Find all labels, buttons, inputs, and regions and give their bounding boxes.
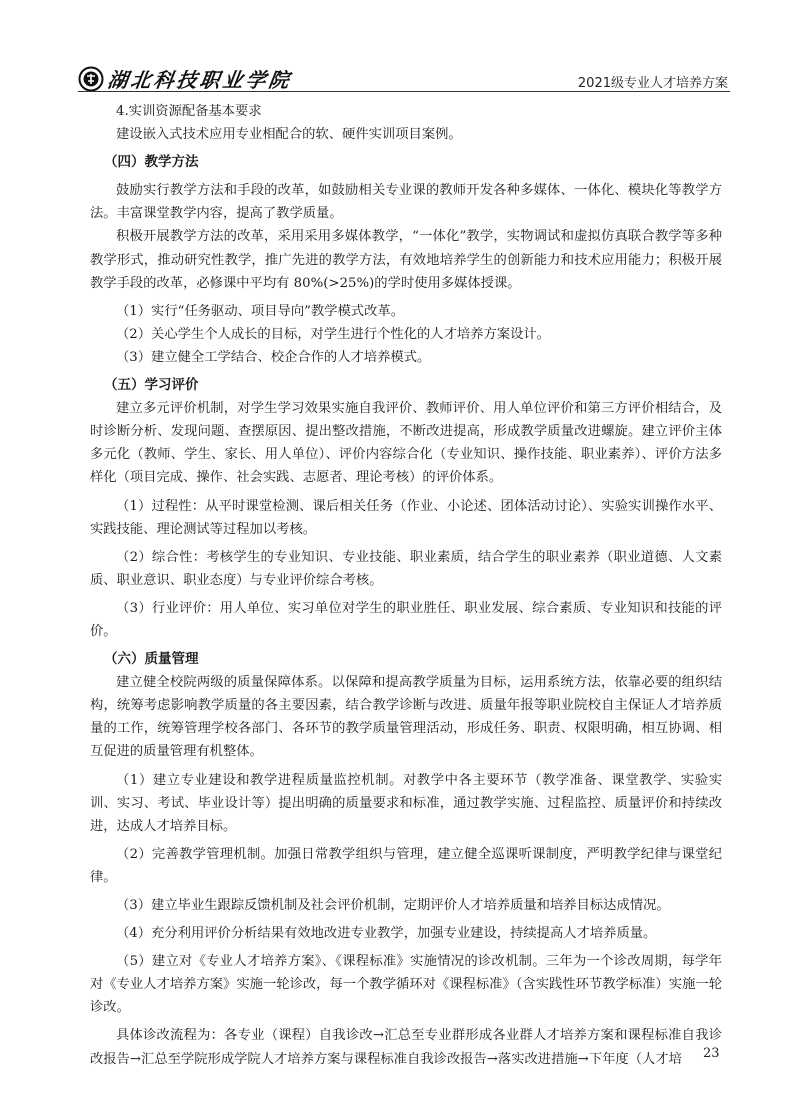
list-item: （2）综合性：考核学生的专业知识、专业技能、职业素质，结合学生的职业素养（职业道德、人文素质、职业意识、职业态度）与专业评价综合考核。 xyxy=(90,549,722,588)
paragraph: 建立多元评价机制，对学生学习效果实施自我评价、教师评价、用人单位评价和第三方评价相结合，及时诊断分析、发现问题、查摆原因、提出整改措施，不断改进提高，形成教学质量改进螺旋。建立评价主体多元化（教师、学生、家长、用人单位）、评价内容综合化（专业知识、操作技能、职业素养）、评价方法多样化（项目完成、操作、社会实践、志愿者、理论考核）的评价体系。 xyxy=(90,401,722,486)
page-number: 23 xyxy=(703,1046,720,1061)
page-body xyxy=(90,100,722,1071)
section-heading-teaching-methods: （四）教学方法 xyxy=(104,154,199,171)
list-item: （3）行业评价：用人单位、实习单位对学生的职业胜任、职业发展、综合素质、专业知识和技能的评价。 xyxy=(90,600,722,639)
list-item: （1）建立专业建设和教学进程质量监控机制。对教学中各主要环节（教学准备、课堂教学、实验实训、实习、考试、毕业设计等）提出明确的质量要求和标准，通过教学实施、过程监控、质量评价和持续改进，达成人才培养目标。 xyxy=(90,772,722,834)
paragraph: 鼓励实行教学方法和手段的改革，如鼓励相关专业课的教师开发各种多媒体、一体化、模块化等教学方法。丰富课堂教学内容，提高了教学质量。 xyxy=(90,183,722,222)
school-seal-icon xyxy=(78,66,104,92)
subsection-heading: 4.实训资源配备基本要求 xyxy=(116,104,262,119)
list-item: （4）充分利用评价分析结果有效地改进专业教学，加强专业建设，持续提高人才培养质量。 xyxy=(116,926,657,942)
paragraph: 具体诊改流程为：各专业（课程）自我诊改→汇总至专业群形成各业群人才培养方案和课程标准自我诊改报告→汇总至学院形成学院人才培养方案与课程标准自我诊改报告→落实改进措施→下年度（人才培 xyxy=(90,1028,722,1067)
list-item: （2）完善教学管理机制。加强日常教学组织与管理，建立健全巡课听课制度，严明教学纪律与课堂纪律。 xyxy=(90,846,722,885)
list-item: （3）建立健全工学结合、校企合作的人才培养模式。 xyxy=(116,349,431,365)
list-item: （1）过程性：从平时课堂检测、课后相关任务（作业、小论述、团体活动讨论）、实验实训操作水平、实践技能、理论测试等过程加以考核。 xyxy=(90,498,722,537)
section-heading-quality-management: （六）质量管理 xyxy=(104,651,199,668)
list-item: （1）实行“任务驱动、项目导向”教学模式改革。 xyxy=(116,303,404,319)
paragraph: 建设嵌入式技术应用专业相配合的软、硬件实训项目案例。 xyxy=(116,127,462,143)
paragraph: 积极开展教学方法的改革，采用采用多媒体教学，“一体化”教学，实物调试和虚拟仿真联合教学等多种教学形式，推动研究性教学，推广先进的教学方法，有效地培养学生的创新能力和技术应用能力；积极开展教学手段的改革，必修课中平均有 80%(>25%)的学时使用多媒体授课。 xyxy=(90,229,722,291)
list-item: （5）建立对《专业人才培养方案》、《课程标准》实施情况的诊改机制。三年为一个诊改周期，每学年对《专业人才培养方案》实施一轮诊改，每一个教学循环对《课程标准》（含实践性环节教学标准）实施一轮诊改。 xyxy=(90,954,722,1016)
section-heading-learning-evaluation: （五）学习评价 xyxy=(104,377,199,394)
document-title: 2021级专业人才培养方案 xyxy=(577,76,728,91)
list-item: （2）关心学生个人成长的目标，对学生进行个性化的人才培养方案设计。 xyxy=(116,326,550,342)
page-header xyxy=(78,60,730,94)
list-item: （3）建立毕业生跟踪反馈机制及社会评价机制，定期评价人才培养质量和培养目标达成情况。 xyxy=(116,898,670,913)
paragraph: 建立健全校院两级的质量保障体系。以保障和提高教学质量为目标，运用系统方法，依靠必要的组织结构，统筹考虑影响教学质量的各主要因素，结合教学诊断与改进、质量年报等职业院校自主保证人才培养质量的工作，统筹管理学校各部门、各环节的教学质量管理活动，形成任务、职责、权限明确，相互协调、相互促进的质量管理有机整体。 xyxy=(90,675,722,760)
school-logo xyxy=(78,64,292,93)
header-divider xyxy=(78,91,730,92)
school-name-calligraphy: 湖北科技职业学院 xyxy=(106,68,294,92)
